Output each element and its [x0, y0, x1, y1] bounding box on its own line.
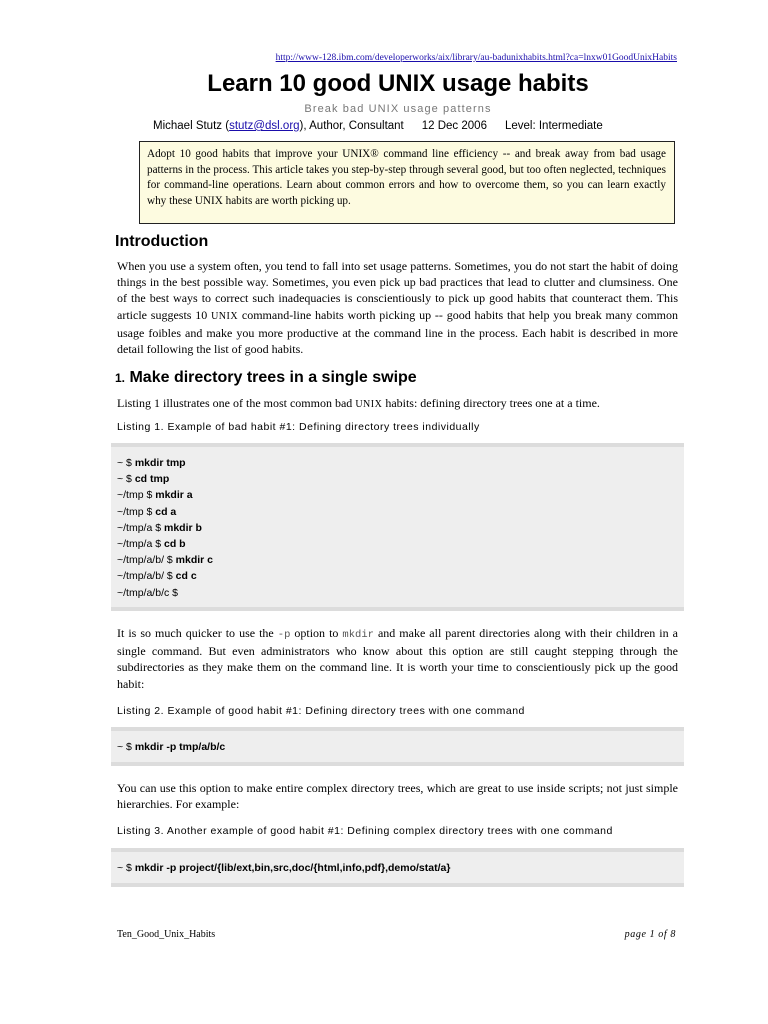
code-prompt: ~/tmp/a/b/ $: [117, 554, 176, 567]
code-command: mkdir b: [163, 521, 202, 534]
code-line: ~ $ mkdir -p project/{lib/ext,bin,src,doc/{html,info,pdf},demo/stat/a}: [117, 862, 451, 874]
footer-page-number: page 1 of 8: [624, 929, 676, 940]
code-line: [117, 520, 676, 536]
introduction-heading: Introduction: [115, 233, 209, 250]
code-prompt: ~ $: [117, 457, 135, 469]
code-command: cd tmp: [134, 473, 170, 486]
author-name: Michael Stutz (: [153, 120, 230, 132]
article-title: Learn 10 good UNIX usage habits: [207, 70, 589, 97]
code-line: [117, 536, 676, 552]
section1-paragraph3: You can use this option to make entire complex directory trees, which are great to use inside scripts; not just simple hierarchies. For example:: [117, 781, 678, 812]
abstract-box: Adopt 10 good habits that improve your UNIX® command line efficiency -- and break away from bad usage patterns in the process. This article takes you step-by-step through several good, but too often neglected, techniques for command-line operations. Learn about common errors and how to overcome them, so you can learn exactly why these UNIX habits are worth picking up.: [139, 141, 675, 224]
source-url-link[interactable]: http://www-128.ibm.com/developerworks/aix/library/au-badunixhabits.html?ca=lnxw01GoodUnixHabits: [275, 53, 677, 63]
code-line: [117, 455, 676, 471]
introduction-paragraph: When you use a system often, you tend to fall into set usage patterns. Sometimes, you do not start the habit of doing things in the best possible way. Sometimes, you even pick up bad practices that lead to clutter and clumsiness. One of the best ways to correct such inadequacies is conscientiously to pick up good habits that counteract them. This article suggests 10 UNIX command-line habits worth picking up -- good habits that help you break many common usage foibles and make you more productive at the command line in the process. Each habit is described in more detail following the list of good habits.: [117, 259, 678, 357]
code-command: mkdir tmp: [134, 457, 186, 469]
level-label: Level: Intermediate: [504, 120, 603, 132]
option-code: -p: [277, 629, 291, 641]
article-subtitle: Break bad UNIX usage patterns: [304, 103, 492, 115]
code-prompt: ~/tmp $: [117, 505, 156, 518]
command-code: mkdir: [342, 629, 374, 641]
code-command: cd b: [163, 538, 186, 551]
section-title: Make directory trees in a single swipe: [129, 369, 417, 386]
code-command: cd a: [155, 505, 177, 518]
author-email-link[interactable]: stutz@dsl.org: [229, 120, 300, 132]
author-role: ), Author, Consultant: [299, 120, 404, 132]
code-command: mkdir a: [155, 489, 193, 502]
code-line: [117, 471, 676, 487]
code-line: ~ $ mkdir -p tmp/a/b/c: [117, 741, 226, 753]
code-line: [117, 585, 676, 601]
publish-date: 12 Dec 2006: [421, 120, 487, 132]
section1-heading: [115, 369, 417, 387]
code-prompt: ~/tmp/a/b/c $: [117, 586, 178, 599]
code-line: [117, 487, 676, 503]
byline: [153, 120, 603, 132]
code-prompt: ~/tmp/a/b/ $: [117, 570, 176, 583]
listing3-caption: Listing 3. Another example of good habit #1: Defining complex directory trees with one command: [117, 825, 613, 837]
listing1-code-block: [111, 443, 684, 611]
code-prompt: ~ $: [117, 473, 135, 486]
code-command: cd c: [175, 570, 197, 583]
listing2-code-block: [111, 727, 684, 766]
section-number: 1.: [115, 371, 126, 385]
code-line: [117, 568, 676, 584]
section1-paragraph2: It is so much quicker to use the -p option to mkdir and make all parent directories along with their children in a single command. But even administrators who know about this option are still caught stepping through the subdirectories as they make them on the command line. It is worth your time to conscientiously pick up the good habit:: [117, 626, 678, 691]
code-prompt: ~/tmp $: [117, 489, 156, 502]
code-prompt: ~/tmp/a $: [117, 538, 164, 551]
code-prompt: ~/tmp/a $: [117, 521, 164, 534]
footer-document-name: Ten_Good_Unix_Habits: [117, 929, 216, 940]
code-command: mkdir c: [175, 554, 214, 567]
section1-intro: Listing 1 illustrates one of the most common bad UNIX habits: defining directory trees one at a time.: [117, 396, 600, 410]
listing2-caption: Listing 2. Example of good habit #1: Defining directory trees with one command: [117, 705, 525, 717]
code-line: [117, 504, 676, 520]
listing3-code-block: [111, 848, 684, 887]
code-line: [117, 552, 676, 568]
listing1-caption: Listing 1. Example of bad habit #1: Defining directory trees individually: [117, 421, 480, 433]
